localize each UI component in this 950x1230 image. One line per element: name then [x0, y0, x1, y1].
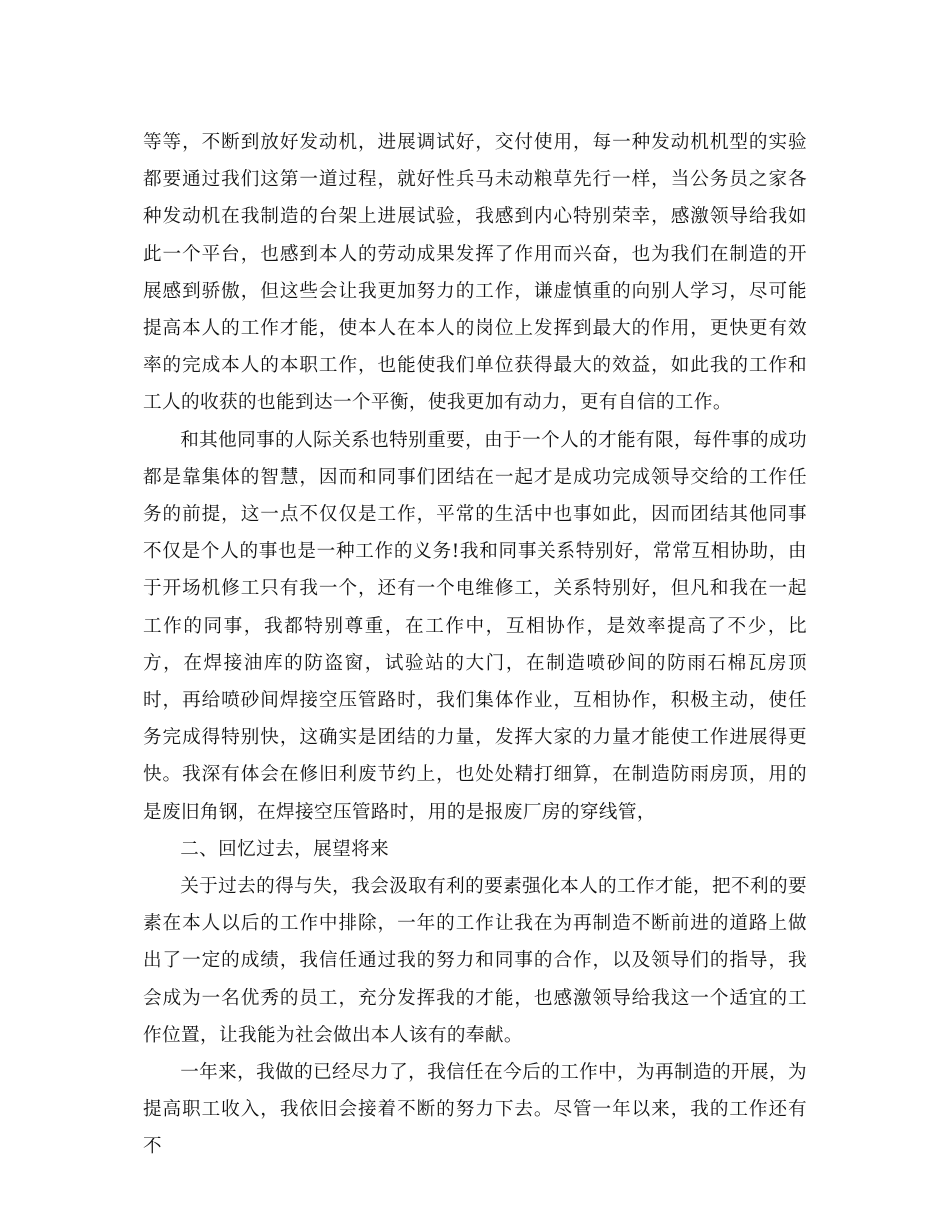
paragraph-year-summary: 一年来，我做的已经尽力了，我信任在今后的工作中，为再制造的开展，为提高职工收入，我依旧会接着不断的努力下去。尽管一年以来，我的工作还有不 [143, 1062, 807, 1158]
paragraph-colleague-relations: 和其他同事的人际关系也特别重要，由于一个人的才能有限，每件事的成功都是靠集体的智慧，因而和同事们团结在一起才是成功完成领导交给的工作任务的前提，这一点不仅仅是工作，平常的生活中也事如此，因而团结其他同事不仅是个人的事也是一种工作的义务!我和同事关系特别好，常常互相协助，由于开场机修工只有我一个，还有一个电维修工，关系特别好，但凡和我在一起工作的同事，我都特别尊重，在工作中，互相协作，是效率提高了不少，比方，在焊接油库的防盗窗，试验站的大门，在制造喷砂间的防雨石棉瓦房顶时，再给喷砂间焊接空压管路时，我们集体作业，互相协作，积极主动，使任务完成得特别快，这确实是团结的力量，发挥大家的力量才能使工作进展得更快。我深有体会在修旧利废节约上，也处处精打细算，在制造防雨房顶，用的是废旧角钢，在焊接空压管路时，用的是报废厂房的穿线管， [143, 429, 807, 823]
section-heading: 二、回忆过去，展望将来 [180, 838, 390, 860]
document-body [143, 124, 807, 1166]
paragraph-past-gains-losses: 关于过去的得与失，我会汲取有利的要素强化本人的工作才能，把不利的要素在本人以后的工作中排除，一年的工作让我在为再制造不断前进的道路上做出了一定的成绩，我信任通过我的努力和同事的合作，以及领导们的指导，我会成为一名优秀的员工，充分发挥我的才能，也感激领导给我这一个适宜的工作位置，让我能为社会做出本人该有的奉献。 [143, 876, 807, 1046]
paragraph-continuation: 等等，不断到放好发动机，进展调试好，交付使用，每一种发动机机型的实验都要通过我们这第一道过程，就好性兵马未动粮草先行一样，当公务员之家各种发动机在我制造的台架上进展试验，我感到内心特别荣幸，感激领导给我如此一个平台，也感到本人的劳动成果发挥了作用而兴奋，也为我们在制造的开展感到骄傲，但这些会让我更加努力的工作，谦虚慎重的向别人学习，尽可能提高本人的工作才能，使本人在本人的岗位上发挥到最大的作用，更快更有效率的完成本人的本职工作，也能使我们单位获得最大的效益，如此我的工作和工人的收获的也能到达一个平衡，使我更加有动力，更有自信的工作。 [143, 132, 807, 414]
